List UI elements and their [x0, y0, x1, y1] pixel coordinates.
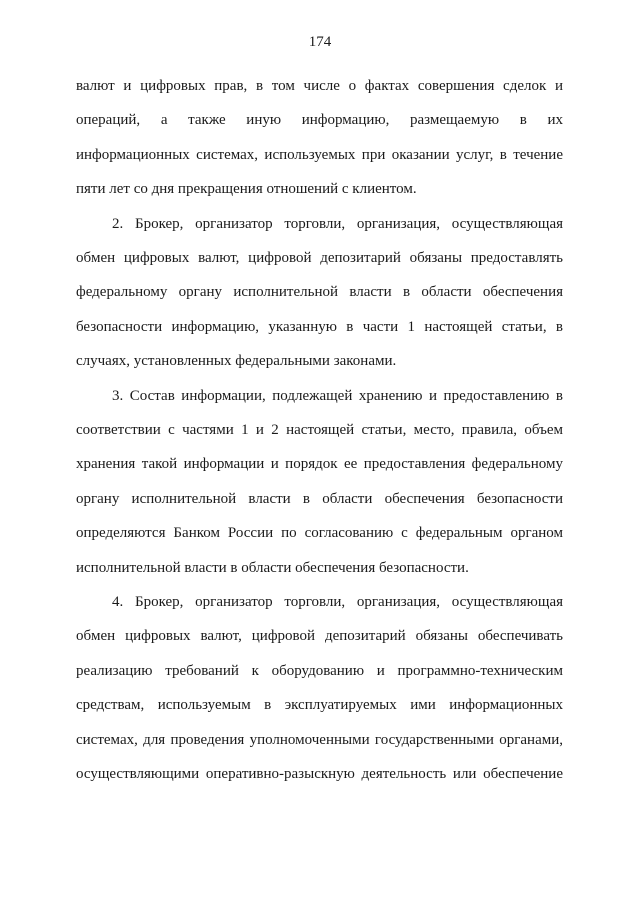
- text-line: реализацию требований к оборудованию и программно-техническим: [76, 662, 563, 679]
- text-line: информационных системах, используемых при оказании услуг, в течение: [76, 146, 563, 163]
- text-line: обмен цифровых валют, цифровой депозитарий обязаны предоставлять: [76, 249, 563, 266]
- text-line: обмен цифровых валют, цифровой депозитарий обязаны обеспечивать: [76, 628, 563, 645]
- page-number: 174: [308, 34, 332, 50]
- text-line: валют и цифровых прав, в том числе о фактах совершения сделок и: [76, 78, 563, 94]
- text-line: пяти лет со дня прекращения отношений с клиентом.: [76, 181, 417, 198]
- text-line: операций, а также иную информацию, размещаемую в их: [76, 112, 563, 129]
- text-line: хранения такой информации и порядок ее предоставления федеральному: [76, 456, 563, 473]
- text-line: федеральному органу исполнительной власти в области обеспечения: [76, 284, 563, 301]
- paragraph-3: [76, 379, 563, 585]
- text-line: безопасности информацию, указанную в части 1 настоящей статьи, в: [76, 318, 563, 335]
- text-line: случаях, установленных федеральными законами.: [76, 353, 397, 370]
- text-line: 3. Состав информации, подлежащей хранению и предоставлению в: [112, 387, 563, 404]
- text-line: осуществляющими оперативно-разыскную деятельность или обеспечение: [76, 765, 563, 782]
- text-line: органу исполнительной власти в области обеспечения безопасности: [76, 490, 563, 507]
- paragraph-2: [76, 207, 563, 379]
- text-line: системах, для проведения уполномоченными государственными органами,: [76, 731, 563, 748]
- text-line: соответствии с частями 1 и 2 настоящей статьи, место, правила, объем: [76, 421, 563, 438]
- text-line: исполнительной власти в области обеспечения безопасности.: [76, 559, 469, 576]
- paragraph-4: [76, 585, 563, 791]
- text-line: средствам, используемым в эксплуатируемых ими информационных: [76, 697, 563, 714]
- text-line: определяются Банком России по согласованию с федеральным органом: [76, 525, 563, 542]
- text-line: 2. Брокер, организатор торговли, организация, осуществляющая: [112, 215, 563, 232]
- text-line: 4. Брокер, организатор торговли, организация, осуществляющая: [112, 594, 563, 610]
- paragraph-1: [76, 69, 563, 207]
